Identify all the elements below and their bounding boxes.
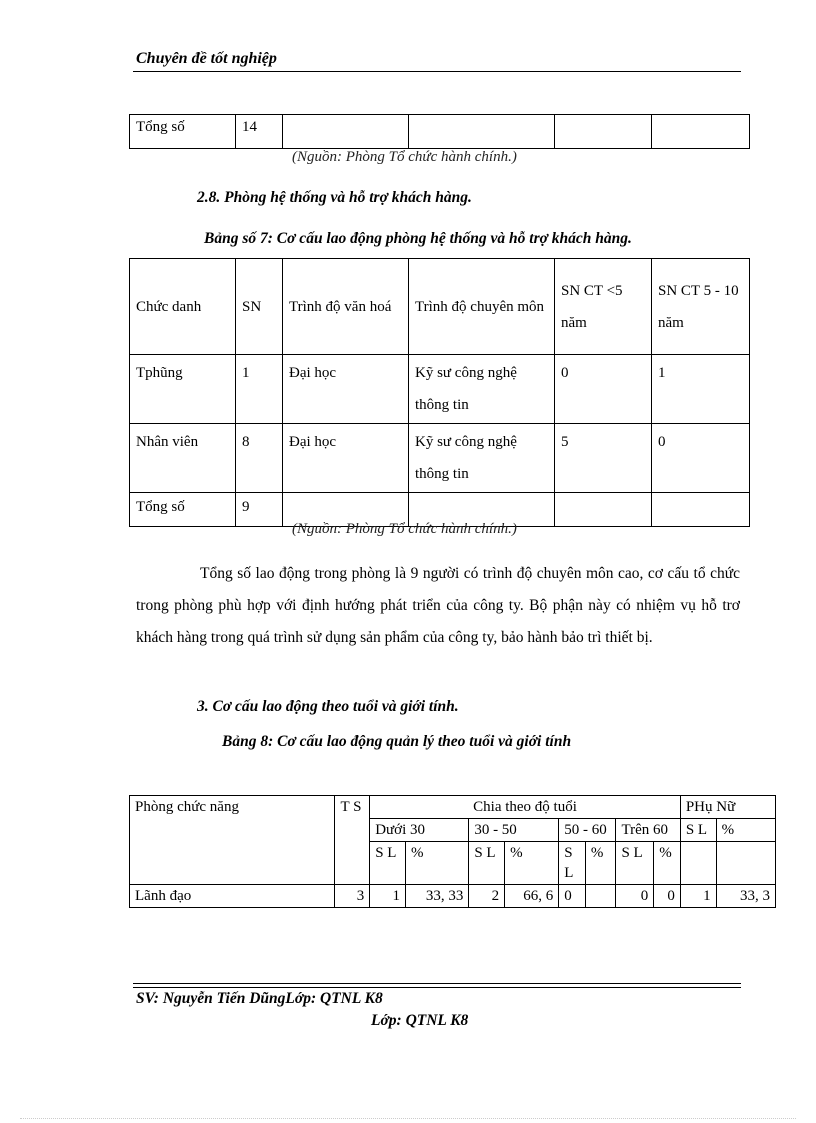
table-cell: 66, 6 (505, 885, 559, 908)
column-header: Trình độ chuyên môn (409, 259, 555, 355)
age-group-header: 50 - 60 (559, 819, 616, 842)
table-cell: 1 (236, 355, 283, 424)
table-row (130, 424, 750, 493)
section-heading-3: 3. Cơ cấu lao động theo tuổi và giới tính. (197, 698, 459, 715)
total-label: T S (340, 799, 362, 815)
table-cell (283, 115, 409, 149)
table-cell: 5 (555, 424, 652, 493)
table-cell: 0 (654, 885, 681, 908)
table-cell: Kỹ sư công nghệ thông tin (409, 424, 555, 493)
table-cell: 1 (652, 355, 750, 424)
table-cell (652, 493, 750, 527)
table-cell: 0 (652, 424, 750, 493)
sl-header: S L (370, 842, 406, 885)
column-header: SN (236, 259, 283, 355)
table-cell: 9 (236, 493, 283, 527)
pct-header: % (654, 842, 681, 885)
table-cell: Tổng số (130, 493, 236, 527)
table-row (130, 885, 776, 908)
page-header-title: Chuyên đề tốt nghiệp (136, 50, 277, 67)
sl-header: S L (469, 842, 505, 885)
table-cell (555, 493, 652, 527)
column-header: Trình độ văn hoá (283, 259, 409, 355)
table-cell: 0 (616, 885, 654, 908)
age-group-header: 30 - 50 (469, 819, 559, 842)
table-row (130, 355, 750, 424)
footer-divider (133, 983, 741, 984)
table-8-caption: Bảng 8: Cơ cấu lao động quản lý theo tuổi và giới tính (222, 733, 572, 750)
table-cell: 0 (555, 355, 652, 424)
sl-header: S L (680, 819, 716, 842)
column-header-female: PHụ Nữ (680, 796, 775, 819)
column-header: SN CT <5 năm (555, 259, 652, 355)
column-header-department: Phòng chức năng (130, 796, 335, 885)
footer-class: Lớp: QTNL K8 (371, 1012, 469, 1029)
table-cell: Tphũng (130, 355, 236, 424)
page-edge (20, 1118, 796, 1119)
table-cell: Nhân viên (130, 424, 236, 493)
table-row (130, 115, 750, 149)
age-group-header: Dưới 30 (370, 819, 469, 842)
table-header-row (130, 796, 776, 819)
pct-header: % (716, 819, 775, 842)
body-paragraph: Tổng số lao động trong phòng là 9 người có trình độ chuyên môn cao, cơ cấu tổ chức trong phòng phù hợp với định hướng phát triển của công ty. Bộ phận này có nhiệm vụ hỗ trơ khách hàng trong quá trình sử dụng sản phẩm của công ty, bảo hành bảo trì thiết bị. (136, 565, 740, 646)
section-heading-2-8: 2.8. Phòng hệ thống và hỗ trợ khách hàng. (197, 189, 472, 206)
table-8 (129, 795, 776, 908)
table-cell: 0 (559, 885, 586, 908)
column-header-age: Chia theo độ tuổi (370, 796, 681, 819)
pct-header: % (505, 842, 559, 885)
table-cell: 8 (236, 424, 283, 493)
column-header-total (335, 796, 370, 885)
table-cell (585, 885, 616, 908)
sl-header: S L (616, 842, 654, 885)
header-divider (133, 71, 741, 72)
table-cell: Đại học (283, 355, 409, 424)
table-7-caption: Bảng số 7: Cơ cấu lao động phòng hệ thống và hỗ trợ khách hàng. (204, 230, 632, 247)
table-cell (555, 115, 652, 149)
pct-header: % (585, 842, 616, 885)
table-cell: 3 (335, 885, 370, 908)
table-cell: 33, 33 (405, 885, 468, 908)
footer-student: SV: Nguyễn Tiến DũngLớp: QTNL K8 (136, 990, 383, 1007)
table-cell: 2 (469, 885, 505, 908)
table-cell: 33, 3 (716, 885, 775, 908)
table-cell: Kỹ sư công nghệ thông tin (409, 355, 555, 424)
table-cell: Đại học (283, 424, 409, 493)
table-previous-tail (129, 114, 750, 149)
empty-cell (680, 842, 716, 885)
source-note: (Nguồn: Phòng Tổ chức hành chính.) (292, 521, 517, 537)
sl-header: S L (559, 842, 586, 885)
table-cell: 1 (680, 885, 716, 908)
table-cell: Lãnh đạo (130, 885, 335, 908)
table-cell: 1 (370, 885, 406, 908)
table-7 (129, 258, 750, 527)
age-group-header: Trên 60 (616, 819, 680, 842)
column-header: Chức danh (130, 259, 236, 355)
table-cell (652, 115, 750, 149)
table-cell: 14 (236, 115, 283, 149)
source-note: (Nguồn: Phòng Tổ chức hành chính.) (292, 149, 517, 165)
footer-divider (133, 987, 741, 988)
pct-header: % (405, 842, 468, 885)
table-cell (409, 115, 555, 149)
empty-cell (716, 842, 775, 885)
table-cell: Tổng số (130, 115, 236, 149)
table-header-row (130, 259, 750, 355)
column-header: SN CT 5 - 10 năm (652, 259, 750, 355)
